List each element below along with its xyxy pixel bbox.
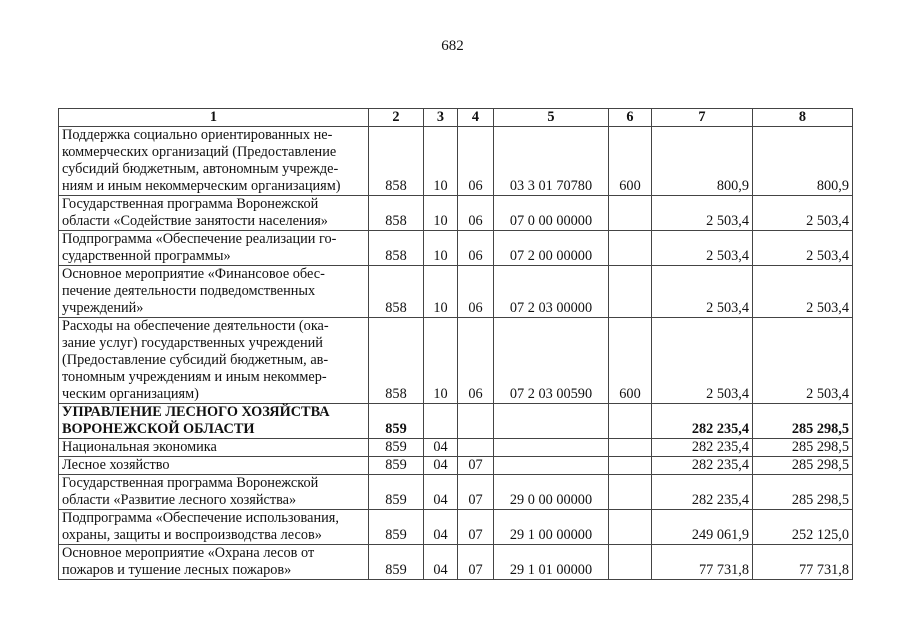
amount-year-2-cell: 800,9 xyxy=(753,127,853,196)
amount-year-1-cell: 77 731,8 xyxy=(652,545,753,580)
item-name-cell: Основное мероприятие «Охрана лесов от пожаров и тушение лесных пожаров» xyxy=(59,545,369,580)
item-name-cell: Государственная программа Воронежской области «Содействие занятости населения» xyxy=(59,196,369,231)
item-name-cell: Государственная программа Воронежской области «Развитие лесного хозяйства» xyxy=(59,475,369,510)
target-article-cell: 29 0 00 00000 xyxy=(494,475,609,510)
target-article-cell: 29 1 01 00000 xyxy=(494,545,609,580)
ministry-code-cell: 859 xyxy=(369,439,424,457)
table-row xyxy=(59,318,853,404)
target-article-cell: 03 3 01 70780 xyxy=(494,127,609,196)
header-row xyxy=(59,109,853,127)
budget-table xyxy=(58,108,853,580)
table-row xyxy=(59,510,853,545)
table-row xyxy=(59,196,853,231)
ministry-code-cell: 859 xyxy=(369,545,424,580)
section-code-cell: 10 xyxy=(424,127,458,196)
page-number: 682 xyxy=(441,38,464,54)
item-name-cell: Основное мероприятие «Финансовое обес- печение деятельности подведомственных учреждений» xyxy=(59,266,369,318)
subsection-code-cell: 07 xyxy=(458,475,494,510)
target-article-cell xyxy=(494,439,609,457)
item-name-cell: Подпрограмма «Обеспечение использования, охраны, защиты и воспроизводства лесов» xyxy=(59,510,369,545)
amount-year-2-cell: 285 298,5 xyxy=(753,457,853,475)
subsection-code-cell: 06 xyxy=(458,127,494,196)
item-name-cell: Подпрограмма «Обеспечение реализации го- сударственной программы» xyxy=(59,231,369,266)
subsection-code-cell: 07 xyxy=(458,545,494,580)
amount-year-1-cell: 282 235,4 xyxy=(652,475,753,510)
ministry-code-cell: 858 xyxy=(369,231,424,266)
table-row xyxy=(59,545,853,580)
target-article-cell xyxy=(494,404,609,439)
amount-year-1-cell: 2 503,4 xyxy=(652,196,753,231)
expense-type-cell xyxy=(609,196,652,231)
subsection-code-cell: 07 xyxy=(458,510,494,545)
section-code-cell: 10 xyxy=(424,266,458,318)
amount-year-1-cell: 2 503,4 xyxy=(652,318,753,404)
ministry-code-cell: 859 xyxy=(369,475,424,510)
amount-year-2-cell: 2 503,4 xyxy=(753,196,853,231)
ministry-code-cell: 859 xyxy=(369,404,424,439)
section-code-cell: 10 xyxy=(424,318,458,404)
item-name-cell: Поддержка социально ориентированных не- коммерческих организаций (Предоставление субсидий бюджетным, автономным учрежде- ниям и иным некоммерческим организациям) xyxy=(59,127,369,196)
section-code-cell: 04 xyxy=(424,457,458,475)
amount-year-1-cell: 800,9 xyxy=(652,127,753,196)
ministry-code-cell: 858 xyxy=(369,318,424,404)
target-article-cell: 07 0 00 00000 xyxy=(494,196,609,231)
amount-year-2-cell: 77 731,8 xyxy=(753,545,853,580)
item-name-cell: Расходы на обеспечение деятельности (ока- зание услуг) государственных учреждений (Предоставление субсидий бюджетным, ав- тономным учреждениям и иным некоммер- ческим организациям) xyxy=(59,318,369,404)
table-row xyxy=(59,266,853,318)
amount-year-1-cell: 2 503,4 xyxy=(652,266,753,318)
column-header: 2 xyxy=(369,109,424,127)
ministry-code-cell: 859 xyxy=(369,510,424,545)
table-row xyxy=(59,404,853,439)
table-row xyxy=(59,231,853,266)
expense-type-cell xyxy=(609,404,652,439)
item-name-cell: Национальная экономика xyxy=(59,439,369,457)
target-article-cell: 07 2 03 00590 xyxy=(494,318,609,404)
amount-year-2-cell: 252 125,0 xyxy=(753,510,853,545)
table-row xyxy=(59,127,853,196)
section-code-cell: 04 xyxy=(424,475,458,510)
column-header: 1 xyxy=(59,109,369,127)
target-article-cell: 07 2 03 00000 xyxy=(494,266,609,318)
amount-year-2-cell: 2 503,4 xyxy=(753,318,853,404)
expense-type-cell xyxy=(609,457,652,475)
section-code-cell: 04 xyxy=(424,439,458,457)
ministry-code-cell: 858 xyxy=(369,196,424,231)
subsection-code-cell: 07 xyxy=(458,457,494,475)
expense-type-cell xyxy=(609,266,652,318)
target-article-cell xyxy=(494,457,609,475)
expense-type-cell: 600 xyxy=(609,318,652,404)
column-header: 5 xyxy=(494,109,609,127)
section-code-cell: 10 xyxy=(424,196,458,231)
column-header: 3 xyxy=(424,109,458,127)
ministry-code-cell: 858 xyxy=(369,266,424,318)
subsection-code-cell: 06 xyxy=(458,266,494,318)
column-header: 4 xyxy=(458,109,494,127)
amount-year-2-cell: 285 298,5 xyxy=(753,475,853,510)
subsection-code-cell xyxy=(458,439,494,457)
item-name-cell: Лесное хозяйство xyxy=(59,457,369,475)
section-code-cell: 04 xyxy=(424,510,458,545)
section-code-cell: 10 xyxy=(424,231,458,266)
table-row xyxy=(59,439,853,457)
column-header: 6 xyxy=(609,109,652,127)
amount-year-1-cell: 2 503,4 xyxy=(652,231,753,266)
section-code-cell xyxy=(424,404,458,439)
expense-type-cell xyxy=(609,475,652,510)
amount-year-2-cell: 285 298,5 xyxy=(753,404,853,439)
amount-year-1-cell: 249 061,9 xyxy=(652,510,753,545)
target-article-cell: 07 2 00 00000 xyxy=(494,231,609,266)
subsection-code-cell xyxy=(458,404,494,439)
table-row xyxy=(59,457,853,475)
expense-type-cell xyxy=(609,510,652,545)
expense-type-cell xyxy=(609,545,652,580)
expense-type-cell xyxy=(609,231,652,266)
target-article-cell: 29 1 00 00000 xyxy=(494,510,609,545)
amount-year-2-cell: 2 503,4 xyxy=(753,266,853,318)
section-code-cell: 04 xyxy=(424,545,458,580)
subsection-code-cell: 06 xyxy=(458,196,494,231)
subsection-code-cell: 06 xyxy=(458,231,494,266)
expense-type-cell: 600 xyxy=(609,127,652,196)
expense-type-cell xyxy=(609,439,652,457)
amount-year-1-cell: 282 235,4 xyxy=(652,404,753,439)
column-header: 7 xyxy=(652,109,753,127)
subsection-code-cell: 06 xyxy=(458,318,494,404)
item-name-cell: УПРАВЛЕНИЕ ЛЕСНОГО ХОЗЯЙСТВА ВОРОНЕЖСКОЙ ОБЛАСТИ xyxy=(59,404,369,439)
amount-year-1-cell: 282 235,4 xyxy=(652,457,753,475)
amount-year-1-cell: 282 235,4 xyxy=(652,439,753,457)
ministry-code-cell: 859 xyxy=(369,457,424,475)
amount-year-2-cell: 285 298,5 xyxy=(753,439,853,457)
table-row xyxy=(59,475,853,510)
ministry-code-cell: 858 xyxy=(369,127,424,196)
amount-year-2-cell: 2 503,4 xyxy=(753,231,853,266)
column-header: 8 xyxy=(753,109,853,127)
